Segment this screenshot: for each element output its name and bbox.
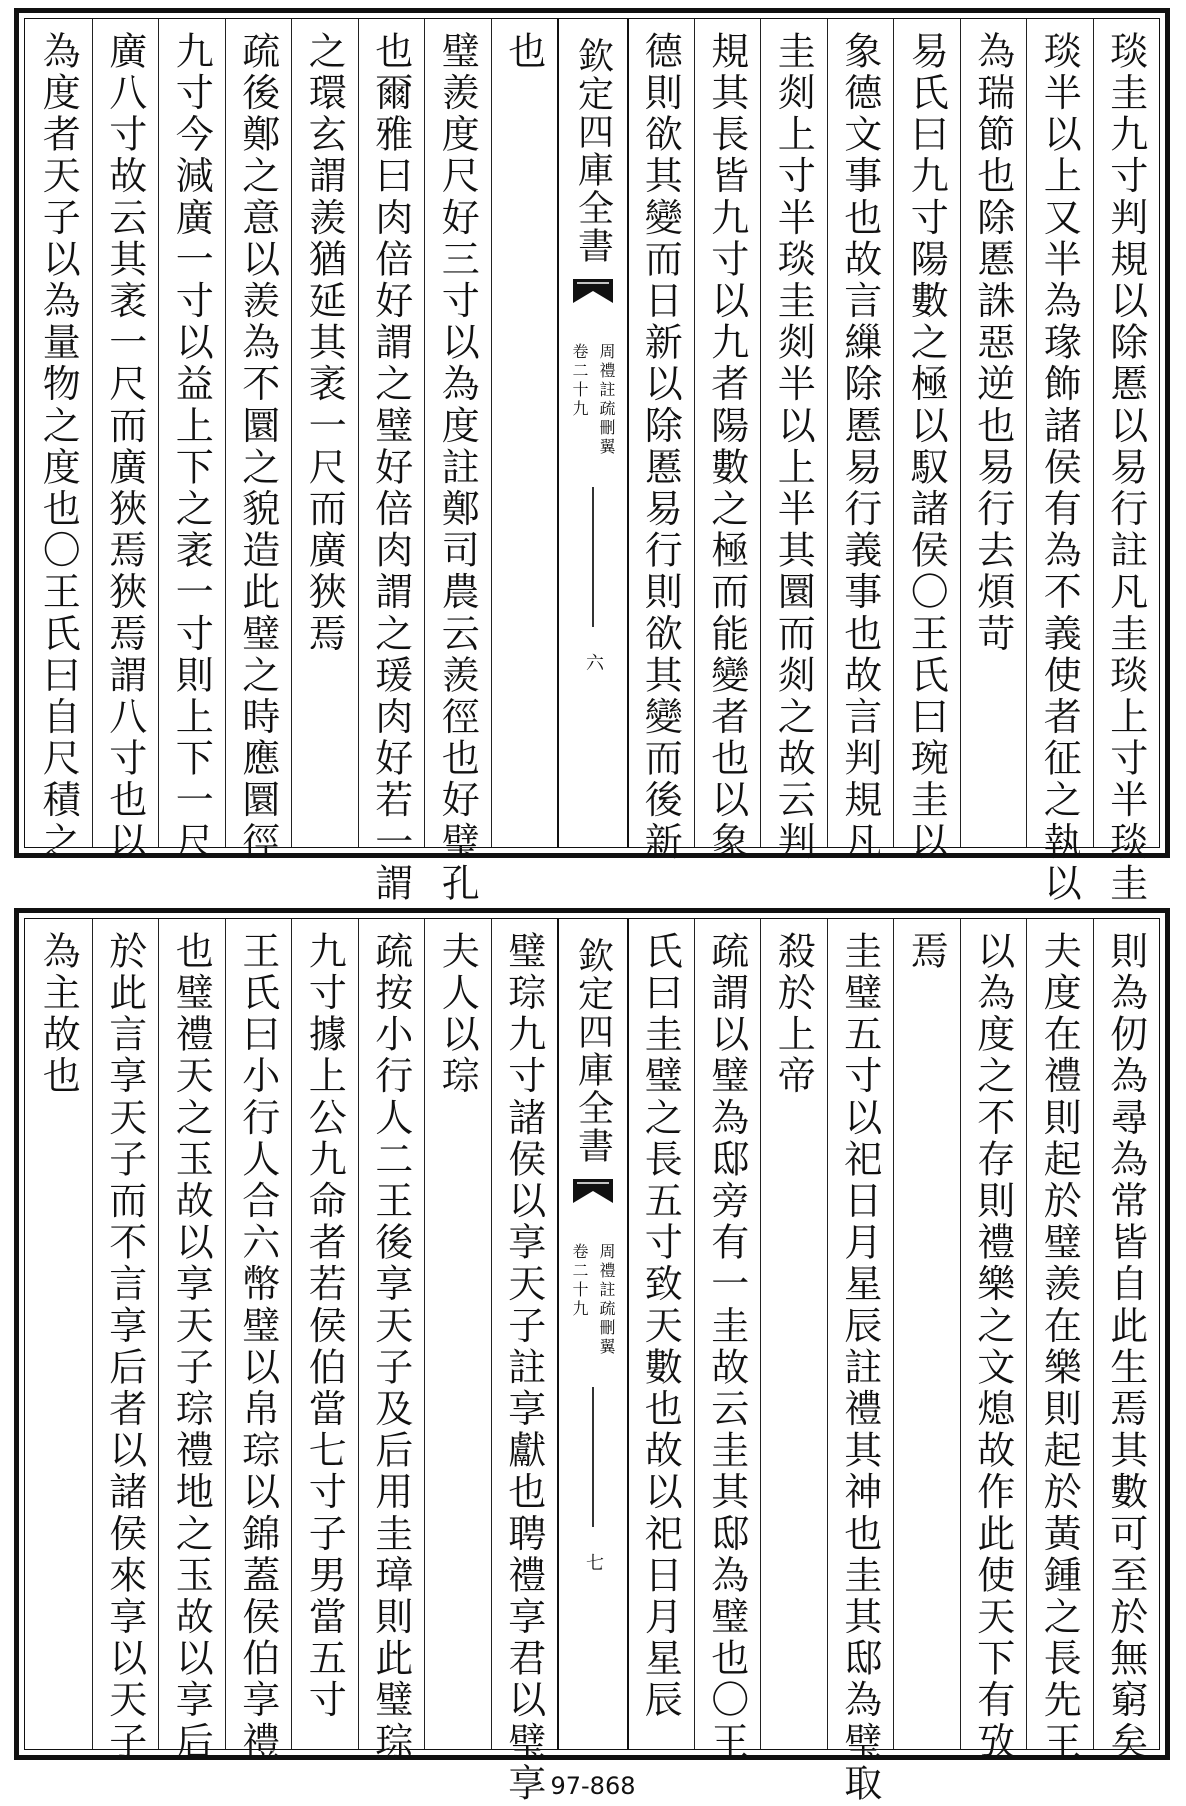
column-text: 疏謂以璧為邸旁有一圭故云圭其邸為璧也〇王 — [704, 931, 749, 1763]
text-column — [225, 919, 293, 1763]
text-column — [827, 919, 895, 1805]
subtitle-line: 卷二十九 — [570, 343, 589, 419]
column-text: 為主故也 — [36, 931, 81, 1098]
column-text: 琰圭九寸判規以除慝以易行註凡圭琰上寸半琰圭 — [1103, 31, 1148, 905]
fishtail-mark-icon — [573, 1179, 613, 1203]
page-number-footer: 97-868 — [550, 1772, 636, 1800]
text-column — [1026, 19, 1094, 905]
text-column — [358, 919, 426, 1763]
text-column — [694, 919, 762, 1763]
column-text: 夫度在禮則起於璧羨在樂則起於黃鍾之長先王 — [1037, 931, 1082, 1763]
column-text: 之環玄謂羨猶延其袤一尺而廣狹焉 — [302, 31, 347, 655]
column-text: 焉 — [904, 931, 949, 973]
text-column — [158, 919, 226, 1763]
fold-rule — [592, 1387, 594, 1527]
column-text: 為瑞節也除慝誅惡逆也易行去煩苛 — [970, 31, 1015, 655]
column-text: 則為仞為尋為常皆自此生焉其數可至於無窮矣 — [1103, 931, 1148, 1763]
fold-rule — [592, 487, 594, 627]
text-column — [225, 19, 293, 863]
text-column — [424, 919, 492, 1749]
column-text: 規其長皆九寸以九者陽數之極而能變者也以象 — [704, 31, 749, 863]
text-column — [627, 919, 695, 1749]
column-text: 九寸據上公九命者若侯伯當七寸子男當五寸 — [302, 931, 347, 1722]
column-text: 夫人以琮 — [435, 931, 480, 1098]
column-text: 也璧禮天之玉故以享天子琮禮地之玉故以享后 — [169, 931, 214, 1763]
page-center-fold — [557, 19, 629, 847]
column-text: 於此言享天子而不言享后者以諸侯來享以天子 — [102, 931, 147, 1763]
text-column — [960, 19, 1028, 847]
upper-page-frame — [24, 18, 1160, 905]
text-column — [424, 19, 492, 905]
column-text: 圭璧五寸以祀日月星辰註禮其神也圭其邸為璧取 — [837, 931, 882, 1805]
column-text: 疏按小行人二王後享天子及后用圭璋則此璧琮 — [368, 931, 413, 1763]
column-text: 也 — [501, 31, 546, 73]
text-column — [893, 919, 961, 1749]
column-text: 象德文事也故言繅除慝易行義事也故言判規凡 — [837, 31, 882, 863]
volume-subtitle — [568, 1243, 618, 1357]
column-text: 九寸今減廣一寸以益上下之袤一寸則上下一尺 — [169, 31, 214, 863]
text-column — [760, 19, 828, 863]
subtitle-line: 周禮註疏刪翼 — [597, 343, 616, 457]
column-text: 圭剡上寸半琰圭剡半以上半其圜而剡之故云判 — [771, 31, 816, 863]
text-column — [760, 919, 828, 1749]
column-text: 琰半以上又半為瑑飾諸侯有為不義使者征之執以 — [1037, 31, 1082, 905]
column-text: 璧琮九寸諸侯以享天子註享獻也聘禮享君以璧享 — [501, 931, 546, 1805]
column-text: 易氏曰九寸陽數之極以馭諸侯〇王氏曰琬圭以 — [904, 31, 949, 863]
text-column — [491, 919, 558, 1805]
column-text: 王氏曰小行人合六幣璧以帛琮以錦蓋侯伯享禮 — [235, 931, 280, 1763]
folio-number: 六 — [583, 653, 604, 671]
subtitle-line: 卷二十九 — [570, 1243, 589, 1319]
text-column — [1026, 919, 1094, 1763]
book-title: 欽定四庫全書 — [572, 937, 614, 1165]
upper-page — [14, 8, 1170, 905]
text-column — [960, 919, 1028, 1763]
text-column — [694, 19, 762, 863]
page-center-fold — [557, 919, 629, 1749]
column-text: 為度者天子以為量物之度也〇王氏曰自尺積之 — [36, 31, 81, 863]
column-text: 氏曰圭璧之長五寸致天數也故以祀日月星辰 — [638, 931, 683, 1722]
column-text: 以為度之不存則禮樂之文熄故作此使天下有攷 — [970, 931, 1015, 1763]
column-text: 廣八寸故云其袤一尺而廣狹焉狹焉謂八寸也以 — [102, 31, 147, 863]
fishtail-mark-icon — [573, 279, 613, 303]
book-title: 欽定四庫全書 — [572, 37, 614, 265]
text-column — [25, 919, 93, 1749]
text-column — [25, 19, 93, 863]
folio-number: 七 — [583, 1553, 604, 1571]
text-column — [158, 19, 226, 863]
column-text: 璧羨度尺好三寸以為度註鄭司農云羨徑也好璧孔 — [435, 31, 480, 905]
text-column — [291, 19, 359, 847]
column-text: 殺於上帝 — [771, 931, 816, 1098]
text-column — [827, 19, 895, 863]
text-column — [1093, 19, 1160, 905]
subtitle-line: 周禮註疏刪翼 — [597, 1243, 616, 1357]
text-column — [893, 19, 961, 863]
text-column — [1093, 919, 1160, 1763]
column-text: 疏後鄭之意以羨為不圜之貌造此璧之時應圜徑 — [235, 31, 280, 863]
column-text: 也爾雅曰肉倍好謂之璧好倍肉謂之瑗肉好若一謂 — [368, 31, 413, 905]
text-column — [491, 19, 558, 847]
text-column — [358, 19, 426, 905]
column-text: 德則欲其變而日新以除慝易行則欲其變而後新 — [638, 31, 683, 863]
text-column — [92, 19, 160, 863]
text-column — [627, 19, 695, 863]
volume-subtitle — [568, 343, 618, 457]
text-column — [92, 919, 160, 1763]
text-column — [291, 919, 359, 1749]
